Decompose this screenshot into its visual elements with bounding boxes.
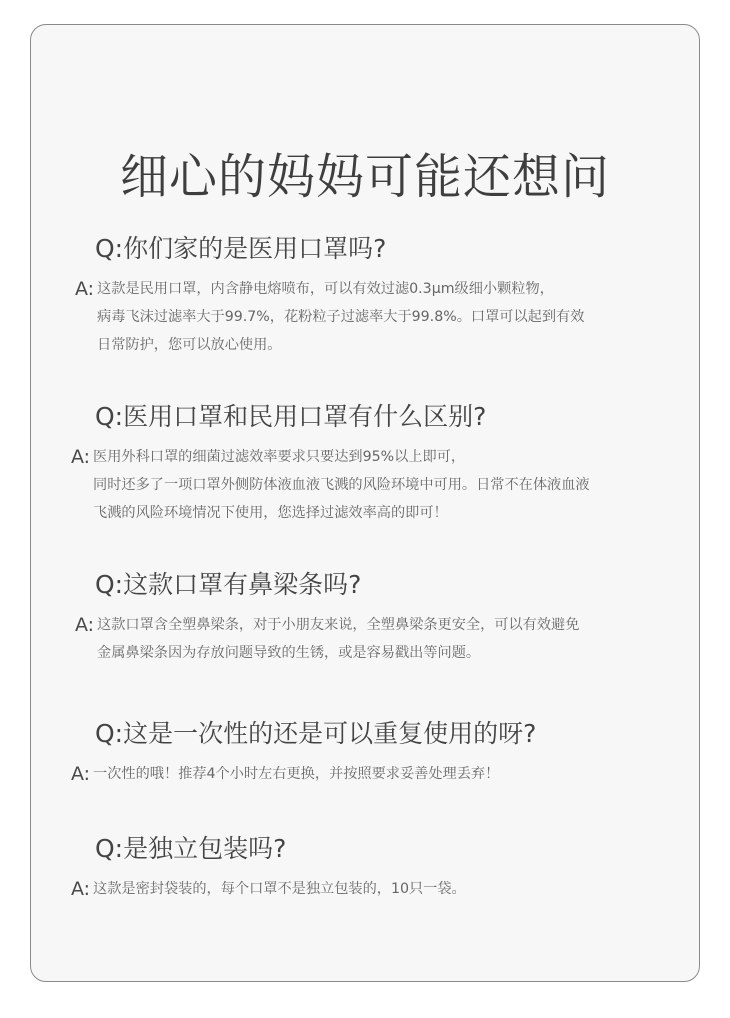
answer-prefix: A: <box>71 878 91 900</box>
answer-5 <box>71 875 671 903</box>
page-title: 细心的妈妈可能还想问 <box>119 149 610 205</box>
answer-prefix: A: <box>75 278 95 300</box>
answer-line: 这款口罩含全塑鼻梁条，对于小朋友来说，全塑鼻梁条更安全，可以有效避免 <box>97 617 580 633</box>
answer-2 <box>71 443 671 527</box>
qa-item-3 <box>31 569 699 667</box>
qa-item-5 <box>31 833 699 903</box>
answer-3 <box>75 611 675 667</box>
answer-line: 这款是民用口罩，内含静电熔喷布，可以有效过滤0.3μm级细小颗粒物， <box>97 281 554 297</box>
answer-line: 病毒飞沫过滤率大于99.7%，花粉粒子过滤率大于99.8%。口罩可以起到有效 <box>97 309 585 325</box>
question-2: Q:医用口罩和民用口罩有什么区别? <box>95 402 487 431</box>
question-5: Q:是独立包装吗? <box>95 834 287 863</box>
answer-1 <box>75 275 675 359</box>
qa-item-2 <box>31 401 699 527</box>
answer-prefix: A: <box>71 763 91 785</box>
answer-prefix: A: <box>75 614 95 636</box>
qa-item-1 <box>31 233 699 359</box>
faq-card <box>30 24 700 982</box>
question-3: Q:这款口罩有鼻梁条吗? <box>95 570 362 599</box>
answer-line: 这款是密封袋装的，每个口罩不是独立包装的，10只一袋。 <box>93 881 466 897</box>
qa-item-4 <box>31 718 699 788</box>
question-1: Q:你们家的是医用口罩吗? <box>95 234 387 263</box>
answer-prefix: A: <box>71 446 91 468</box>
answer-line: 一次性的哦！推荐4个小时左右更换，并按照要求妥善处理丢弃！ <box>93 766 500 782</box>
answer-line: 同时还多了一项口罩外侧防体液血液飞溅的风险环境中可用。日常不在体液血液 <box>93 477 590 493</box>
answer-line: 日常防护，您可以放心使用。 <box>97 337 282 353</box>
answer-4 <box>71 760 671 788</box>
question-4: Q:这是一次性的还是可以重复使用的呀? <box>95 719 537 748</box>
answer-line: 飞溅的风险环境情况下使用，您选择过滤效率高的即可！ <box>93 505 448 521</box>
answer-line: 医用外科口罩的细菌过滤效率要求只要达到95%以上即可， <box>93 449 466 465</box>
answer-line: 金属鼻梁条因为存放问题导致的生锈，或是容易戳出等问题。 <box>97 645 481 661</box>
